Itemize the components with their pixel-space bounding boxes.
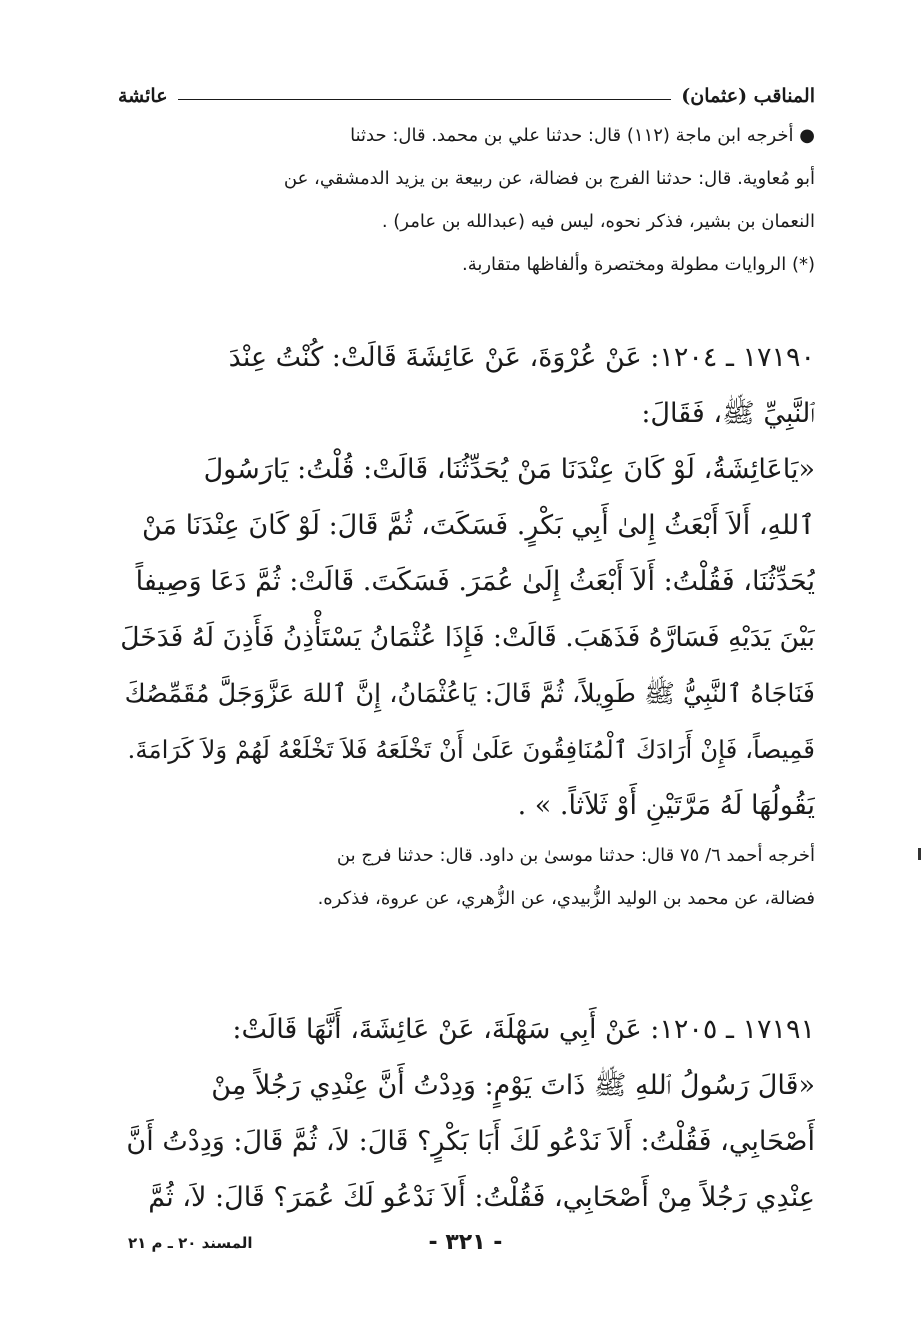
hadith-line: «يَاعَائِشَةُ، لَوْ كَانَ عِنْدَنَا مَنْ يُحَدِّثُنَا، قَالَتْ: قُلْتُ: يَارَسُولَ (203, 454, 815, 485)
hadith-1205 (118, 1002, 815, 1226)
scan-speck (918, 848, 921, 860)
hadith-line: عِنْدِي رَجُلاً مِنْ أَصْحَابِي، فَقُلْتُ: أَلاَ نَدْعُو لَكَ عُمَرَ؟ قَالَ: لاَ، ثُمَّ (148, 1182, 815, 1213)
header-section-title: المناقب (عثمان) (681, 85, 815, 107)
hadith-line: بَيْنَ يَدَيْهِ فَسَارَّهُ فَذَهَبَ. قَالَتْ: فَإِذَا عُثْمَانُ يَسْتَأْذِنُ فَأَذِنَ لَهُ فَدَخَلَ (120, 622, 815, 653)
note-line: أبو مُعاوية. قال: حدثنا الفرج بن فضالة، عن ربيعة بن يزيد الدمشقي، عن (283, 168, 815, 189)
hadith-line: ٱللهِ، أَلاَ أَبْعَثُ إِلىٰ أَبِي بَكْرٍ. فَسَكَتَ، ثُمَّ قَالَ: لَوْ كَانَ عِنْدَنَا مَنْ (141, 510, 815, 541)
header-rule (178, 99, 672, 100)
hadith-line: يَقُولُهَا لَهُ مَرَّتَيْنِ أَوْ ثَلاَثاً. » . (517, 790, 815, 821)
hadith-line: ١٧١٩٠ ـ ١٢٠٤: عَنْ عُرْوَةَ، عَنْ عَائِشَةَ قَالَتْ: كُنْتُ عِنْدَ (228, 342, 815, 373)
hadith-line: فَنَاجَاهُ ٱلنَّبِيُّ ﷺ طَوِيلاً، ثُمَّ قَالَ: يَاعُثْمَانُ، إِنَّ ٱللهَ عَزَّوَجَلَّ مُقَمِّصُكَ (124, 679, 815, 709)
hadith-line: ٱلنَّبِيِّ ﷺ، فَقَالَ: (641, 398, 815, 429)
signature-mark: المسند ٢٠ ـ م ٢١ (128, 1234, 253, 1252)
note-line: ● أخرجه ابن ماجة (١١٢) قال: حدثنا علي بن محمد. قال: حدثنا (350, 125, 815, 146)
source-1204 (118, 834, 815, 920)
hadith-line: أَصْحَابِي، فَقُلْتُ: أَلاَ نَدْعُو لَكَ أَبَا بَكْرٍ؟ قَالَ: لاَ، ثُمَّ قَالَ: وَدِدْتُ أَنَّ (126, 1126, 815, 1157)
hadith-line: قَمِيصاً، فَإِنْ أَرَادَكَ ٱلْمُنَافِقُونَ عَلَىٰ أَنْ تَخْلَعَهُ فَلاَ تَخْلَعْهُ لَهُمْ وَلاَ كَرَامَةَ. (127, 735, 815, 764)
running-header (118, 80, 815, 112)
hadith-line: يُحَدِّثُنَا، فَقُلْتُ: أَلاَ أَبْعَثُ إِلَىٰ عُمَرَ. فَسَكَتَ. قَالَتْ: ثُمَّ دَعَا وَصِيفاً (135, 566, 815, 597)
hadith-line: ١٧١٩١ ـ ١٢٠٥: عَنْ أَبِي سَهْلَةَ، عَنْ عَائِشَةَ، أَنَّهَا قَالَتْ: (232, 1014, 815, 1045)
page-footer (128, 1230, 803, 1260)
source-line: أخرجه أحمد ٦/ ٧٥ قال: حدثنا موسىٰ بن داود. قال: حدثنا فرج بن (336, 845, 815, 866)
source-line: فضالة، عن محمد بن الوليد الزُّبيدي، عن الزُّهري، عن عروة، فذكره. (317, 888, 815, 909)
note-line: (*) الروايات مطولة ومختصرة وألفاظها متقاربة. (461, 254, 815, 275)
note-line: النعمان بن بشير، فذكر نحوه، ليس فيه (عبدالله بن عامر) . (381, 211, 815, 232)
hadith-1204 (118, 330, 815, 834)
header-subject: عائشة (118, 85, 168, 107)
hadith-line: «قَالَ رَسُولُ ٱللهِ ﷺ ذَاتَ يَوْمٍ: وَدِدْتُ أَنَّ عِنْدِي رَجُلاً مِنْ (211, 1070, 815, 1101)
page-number: - ٣٢١ - (428, 1230, 503, 1255)
note-block (118, 114, 815, 286)
